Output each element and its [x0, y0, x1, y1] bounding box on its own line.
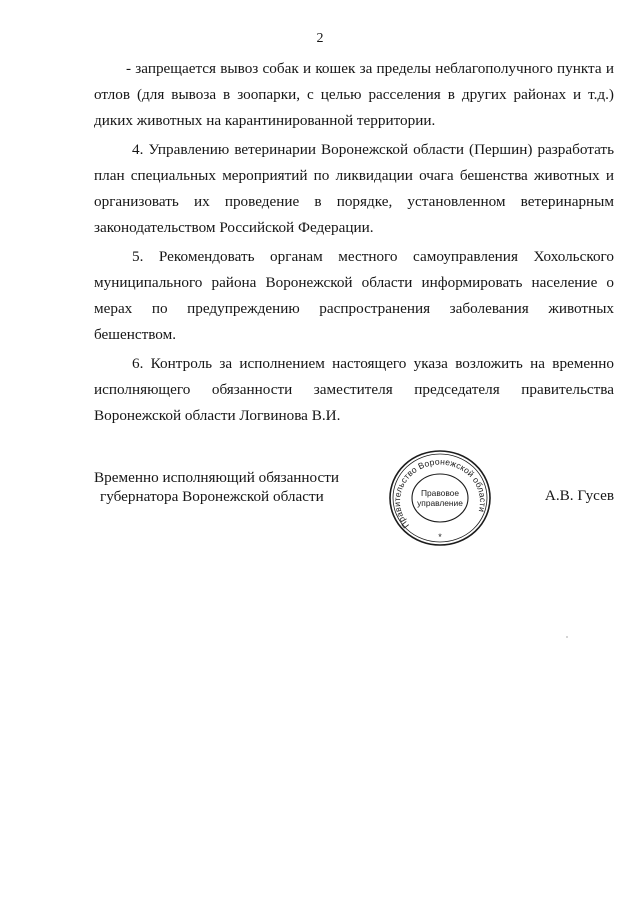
paragraph-dog-cat-restriction: - запрещается вывоз собак и кошек за пределы неблагополучного пункта и отлов (для вывоза в зоопарки, с целью расселения в других районах и т.д.) диких животных на карантинированной территории.	[94, 60, 614, 129]
paragraph-item-6: 6. Контроль за исполнением настоящего указа возложить на временно исполняющего обязанности заместителя председателя правительства Воронежской области Логвинова В.И.	[94, 355, 614, 424]
stamp-outer-text: Правительство Воронежской области	[391, 456, 489, 531]
document-body	[94, 56, 614, 432]
stamp-star: *	[438, 532, 442, 542]
official-stamp	[386, 448, 494, 548]
signatory-title	[94, 468, 339, 506]
scan-speck	[566, 636, 568, 638]
signature-block	[94, 456, 614, 548]
signatory-name: А.В. Гусев	[544, 487, 614, 504]
stamp-inner-line2: управление	[417, 498, 463, 508]
signatory-title-line2: губернатора Воронежской области	[100, 488, 324, 505]
paragraph-item-5: 5. Рекомендовать органам местного самоуправления Хохольского муниципального района Воронежской области информировать население о мерах по предупреждению распространения заболевания животных бешенством.	[94, 248, 614, 343]
page-number: 2	[316, 31, 324, 46]
stamp-seal-graphic	[386, 448, 494, 548]
signatory-title-line1: Временно исполняющий обязанности	[94, 469, 340, 486]
stamp-inner-line1: Правовое	[420, 488, 460, 498]
paragraph-item-4: 4. Управлению ветеринарии Воронежской области (Першин) разработать план специальных мероприятий по ликвидации очага бешенства животных и организовать их проведение в порядке, установленном ветеринарным законодательством Российской Федерации.	[94, 141, 614, 236]
